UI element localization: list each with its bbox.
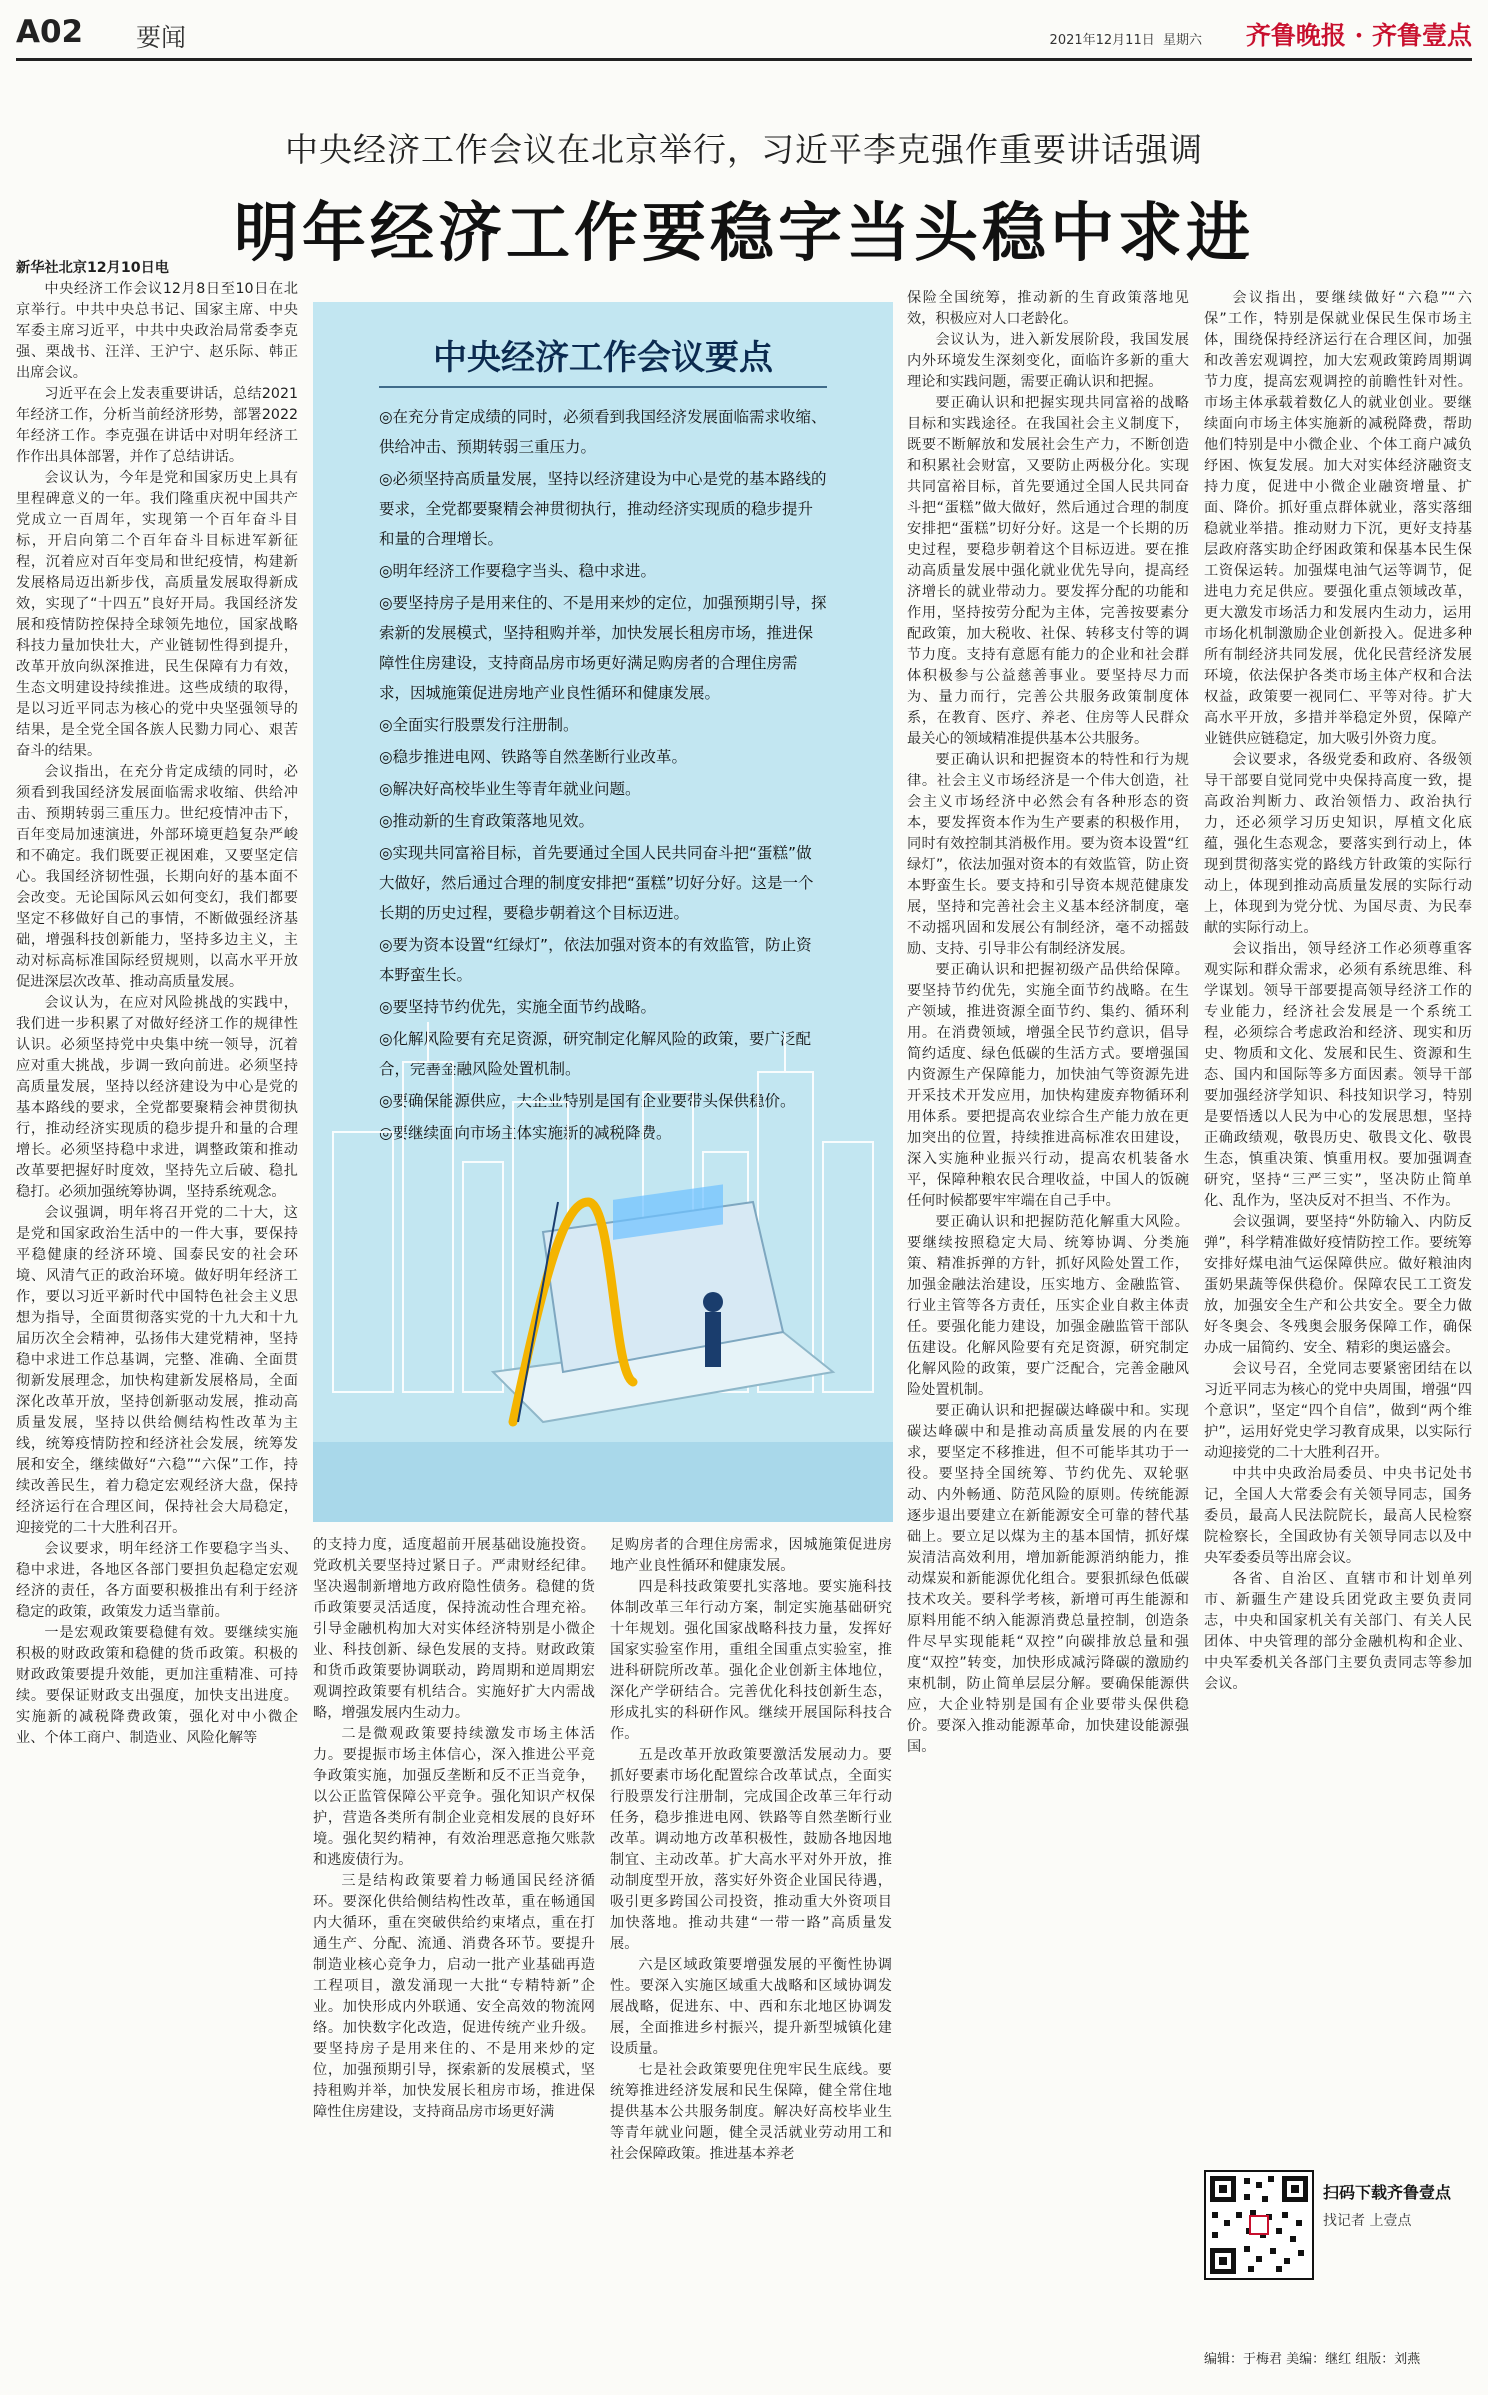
paragraph: 会议要求，各级党委和政府、各级领导干部要自觉同党中央保持高度一致，提高政治判断力、政治领悟力、政治执行力，还必须学习历史知识，厚植文化底蕴，强化生态观念，要落实到行动上，体现到贯彻落实党的路线方针政策的实际行动上，体现到推动高质量发展的实际行动上，体现到为党分忧、为国尽责、为民奉献的实际行动上。	[1204, 752, 1472, 936]
paragraph: 三是结构政策要着力畅通国民经济循环。要深化供给侧结构性改革，重在畅通国内大循环，重在突破供给约束堵点，重在打通生产、分配、流通、消费各环节。要提升制造业核心竞争力，启动一批产业基础再造工程项目，激发涌现一大批“专精特新”企业。加快形成内外联通、安全高效的物流网络。加快数字化改造，促进传统产业升级。要坚持房子是用来住的、不是用来炒的定位，加强预期引导，探索新的发展模式，坚持租购并举，加快发展长租房市场，推进保障性住房建设，支持商品房市场更好满	[313, 1873, 595, 2120]
date-text: 2021年12月11日	[1049, 33, 1155, 48]
key-point: ◎必须坚持高质量发展，坚持以经济建设为中心是党的基本路线的要求，全党都要聚精会神贯彻执行，推动经济实现质的稳步提升和量的合理增长。	[379, 470, 827, 548]
qr-caption-title: 扫码下载齐鲁壹点	[1323, 2183, 1452, 2202]
article-column-4	[907, 288, 1189, 2378]
paragraph: 各省、自治区、直辖市和计划单列市、新疆生产建设兵团党政主要负责同志，中央和国家机关有关部门、有关人民团体、中央管理的部分金融机构和企业、中央军委机关各部门主要负责同志等参加会议。	[1204, 1571, 1472, 1692]
paragraph: 会议强调，明年将召开党的二十大，这是党和国家政治生活中的一件大事，要保持平稳健康的经济环境、国泰民安的社会环境、风清气正的政治环境。做好明年经济工作，要以习近平新时代中国特色社会主义思想为指导，全面贯彻落实党的十九大和十九届历次全会精神，弘扬伟大建党精神，坚持稳中求进工作总基调，完整、准确、全面贯彻新发展理念，加快构建新发展格局，全面深化改革开放，坚持创新驱动发展，推动高质量发展，坚持以供给侧结构性改革为主线，统筹疫情防控和经济社会发展，统筹发展和安全，继续做好“六稳”“六保”工作，持续改善民生，着力稳定宏观经济大盘，保持经济运行在合理区间，保持社会大局稳定，迎接党的二十大胜利召开。	[16, 1205, 298, 1536]
issue-date	[1050, 29, 1202, 48]
paragraph: 会议认为，在应对风险挑战的实践中，我们进一步积累了对做好经济工作的规律性认识。必须坚持党中央集中统一领导，沉着应对重大挑战，步调一致向前进。必须坚持高质量发展，坚持以经济建设为中心是党的基本路线的要求，全党都要聚精会神贯彻执行，推动经济实现质的稳步提升和量的合理增长。必须坚持稳中求进，调整政策和推动改革要把握好时度效，坚持先立后破、稳扎稳打。必须加强统筹协调，坚持系统观念。	[16, 995, 298, 1200]
paragraph: 会议指出，在充分肯定成绩的同时，必须看到我国经济发展面临需求收缩、供给冲击、预期转弱三重压力。世纪疫情冲击下，百年变局加速演进，外部环境更趋复杂严峻和不确定。我们既要正视困难，又要坚定信心。我国经济韧性强，长期向好的基本面不会改变。无论国际风云如何变幻，我们都要坚定不移做好自己的事情，不断做强经济基础，增强科技创新能力，坚持多边主义，主动对标高标准国际经贸规则，以高水平开放促进深层次改革、推动高质量发展。	[16, 764, 298, 990]
key-points-rule	[379, 386, 827, 388]
editor-credits: 编辑：于梅君 美编：继红 组版：刘燕	[1204, 2352, 1421, 2367]
article-kicker: 中央经济工作会议在北京举行，习近平李克强作重要讲话强调	[285, 130, 1203, 169]
dateline: 新华社北京12月10日电	[16, 260, 169, 276]
paragraph: 要正确认识和把握碳达峰碳中和。实现碳达峰碳中和是推动高质量发展的内在要求，要坚定不移推进，但不可能毕其功于一役。要坚持全国统筹、节约优先、双轮驱动、内外畅通、防范风险的原则。传统能源逐步退出要建立在新能源安全可靠的替代基础上。要立足以煤为主的基本国情，抓好煤炭清洁高效利用，增加新能源消纳能力，推动煤炭和新能源优化组合。要狠抓绿色低碳技术攻关。要科学考核，新增可再生能源和原料用能不纳入能源消费总量控制，创造条件尽早实现能耗“双控”向碳排放总量和强度“双控”转变，加快形成减污降碳的激励约束机制，防止简单层层分解。要确保能源供应，大企业特别是国有企业要带头保供稳价。要深入推动能源革命，加快建设能源强国。	[907, 1403, 1189, 1755]
key-point: ◎要确保能源供应，大企业特别是国有企业要带头保供稳价。	[379, 1092, 796, 1110]
paragraph: 中央经济工作会议12月8日至10日在北京举行。中共中央总书记、国家主席、中央军委主席习近平，中共中央政治局常委李克强、栗战书、汪洋、王沪宁、赵乐际、韩正出席会议。	[16, 281, 298, 381]
key-point: ◎要坚持节约优先，实施全面节约战略。	[379, 998, 657, 1016]
page-number: A02	[16, 14, 84, 50]
newspaper-logo: 齐鲁晚报 · 齐鲁壹点	[1245, 21, 1472, 50]
page-header	[16, 12, 1472, 54]
paragraph: 的支持力度，适度超前开展基础设施投资。党政机关要坚持过紧日子。严肃财经纪律。坚决遏制新增地方政府隐性债务。稳健的货币政策要灵活适度，保持流动性合理充裕。引导金融机构加大对实体经济特别是小微企业、科技创新、绿色发展的支持。财政政策和货币政策要协调联动，跨周期和逆周期宏观调控政策要有机结合。实施好扩大内需战略，增强发展内生动力。	[313, 1537, 595, 1721]
paragraph: 中共中央政治局委员、中央书记处书记，全国人大常委会有关领导同志，国务委员，最高人民法院院长，最高人民检察院检察长，全国政协有关领导同志以及中央军委委员等出席会议。	[1204, 1466, 1472, 1566]
paragraph: 要正确认识和把握初级产品供给保障。要坚持节约优先，实施全面节约战略。在生产领域，推进资源全面节约、集约、循环利用。在消费领域，增强全民节约意识，倡导简约适度、绿色低碳的生活方式。要增强国内资源生产保障能力，加快油气等资源先进开采技术开发应用，加快构建废弃物循环利用体系。要把提高农业综合生产能力放在更加突出的位置，持续推进高标准农田建设，深入实施种业振兴行动，提高农机装备水平，保障种粮农民合理收益，中国人的饭碗任何时候都要牢牢端在自己手中。	[907, 962, 1189, 1209]
paragraph: 一是宏观政策要稳健有效。要继续实施积极的财政政策和稳健的货币政策。积极的财政政策要提升效能，更加注重精准、可持续。要保证财政支出强度，加快支出进度。实施新的减税降费政策，强化对中小微企业、个体工商户、制造业、风险化解等	[16, 1625, 298, 1746]
qr-code[interactable]	[1204, 2170, 1314, 2280]
paragraph: 保险全国统筹，推动新的生育政策落地见效，积极应对人口老龄化。	[907, 290, 1189, 327]
header-rule	[16, 58, 1472, 61]
key-point: ◎解决好高校毕业生等青年就业问题。	[379, 780, 641, 798]
key-point: ◎稳步推进电网、铁路等自然垄断行业改革。	[379, 748, 688, 766]
key-point: ◎要坚持房子是用来住的、不是用来炒的定位，加强预期引导，探索新的发展模式，坚持租购并举，加快发展长租房市场，推进保障性住房建设，支持商品房市场更好满足购房者的合理住房需求，因城施策促进房地产业良性循环和健康发展。	[379, 594, 827, 702]
key-point: ◎明年经济工作要稳字当头、稳中求进。	[379, 562, 657, 580]
skyline-illustration	[313, 902, 893, 1522]
paragraph: 会议要求，明年经济工作要稳字当头、稳中求进，各地区各部门要担负起稳定宏观经济的责任，各方面要积极推出有利于经济稳定的政策，政策发力适当靠前。	[16, 1541, 298, 1620]
key-point: ◎全面实行股票发行注册制。	[379, 716, 579, 734]
key-point: ◎要为资本设置“红绿灯”，依法加强对资本的有效监管，防止资本野蛮生长。	[379, 936, 812, 984]
weekday-text: 星期六	[1162, 33, 1202, 48]
paragraph: 要正确认识和把握资本的特性和行为规律。社会主义市场经济是一个伟大创造，社会主义市场经济中必然会有各种形态的资本，要发挥资本作为生产要素的积极作用，同时有效控制其消极作用。要为资本设置“红绿灯”，依法加强对资本的有效监管，防止资本野蛮生长。要支持和引导资本规范健康发展，坚持和完善社会主义基本经济制度，毫不动摇巩固和发展公有制经济，毫不动摇鼓励、支持、引导非公有制经济发展。	[907, 752, 1189, 957]
article-column-1	[16, 258, 298, 2378]
paragraph: 六是区域政策要增强发展的平衡性协调性。要深入实施区域重大战略和区域协调发展战略，促进东、中、西和东北地区协调发展，全面推进乡村振兴，提升新型城镇化建设质量。	[610, 1957, 892, 2057]
key-point: ◎推动新的生育政策落地见效。	[379, 812, 595, 830]
qr-pattern-icon	[1206, 2172, 1312, 2278]
key-point: ◎在充分肯定成绩的同时，必须看到我国经济发展面临需求收缩、供给冲击、预期转弱三重压力。	[379, 408, 827, 456]
paragraph: 五是改革开放政策要激活发展动力。要抓好要素市场化配置综合改革试点，全面实行股票发行注册制，完成国企改革三年行动任务，稳步推进电网、铁路等自然垄断行业改革。调动地方改革积极性，鼓励各地因地制宜、主动改革。扩大高水平对外开放，推动制度型开放，落实好外资企业国民待遇，吸引更多跨国公司投资，推动重大外资项目加快落地。推动共建“一带一路”高质量发展。	[610, 1747, 892, 1952]
paragraph: 七是社会政策要兜住兜牢民生底线。要统筹推进经济发展和民生保障，健全常住地提供基本公共服务制度。解决好高校毕业生等青年就业问题，健全灵活就业劳动用工和社会保障政策。推进基本养老	[610, 2062, 892, 2162]
paragraph: 四是科技政策要扎实落地。要实施科技体制改革三年行动方案，制定实施基础研究十年规划。强化国家战略科技力量，发挥好国家实验室作用，重组全国重点实验室，推进科研院所改革。强化企业创新主体地位，深化产学研结合。完善优化科技创新生态，形成扎实的科研作风。继续开展国际科技合作。	[610, 1579, 892, 1742]
paragraph: 要正确认识和把握防范化解重大风险。要继续按照稳定大局、统筹协调、分类施策、精准拆弹的方针，抓好风险处置工作，加强金融法治建设，压实地方、金融监管、行业主管等各方责任，压实企业自救主体责任。要强化能力建设，加强金融监管干部队伍建设。化解风险要有充足资源，研究制定化解风险的政策，要广泛配合，完善金融风险处置机制。	[907, 1214, 1189, 1398]
key-point: ◎化解风险要有充足资源，研究制定化解风险的政策，要广泛配合，完善金融风险处置机制。	[379, 1030, 812, 1078]
article-column-5	[1204, 288, 1472, 2156]
article-column-2	[313, 1535, 595, 2378]
article-headline: 明年经济工作要稳字当头稳中求进	[234, 196, 1254, 271]
qr-caption-subtitle: 找记者 上壹点	[1323, 2213, 1412, 2229]
key-points-title: 中央经济工作会议要点	[433, 338, 773, 378]
paragraph: 会议强调，要坚持“外防输入、内防反弹”，科学精准做好疫情防控工作。要统筹安排好煤电油气运保障供应。做好粮油肉蛋奶果蔬等保供稳价。保障农民工工资发放，加强安全生产和公共安全。要全力做好冬奥会、冬残奥会服务保障工作，确保办成一届简约、安全、精彩的奥运盛会。	[1204, 1214, 1472, 1356]
paragraph: 会议指出，要继续做好“六稳”“六保”工作，特别是保就业保民生保市场主体，围绕保持经济运行在合理区间，加强和改善宏观调控，加大宏观政策跨周期调节力度，提高宏观调控的前瞻性针对性。市场主体承载着数亿人的就业创业。要继续面向市场主体实施新的减税降费，帮助他们特别是中小微企业、个体工商户减负纾困、恢复发展。加大对实体经济融资支持力度，促进中小微企业融资增量、扩面、降价。抓好重点群体就业，落实落细稳就业举措。推动财力下沉，更好支持基层政府落实助企纾困政策和保基本民生保工资保运转。加强煤电油气运等调节，促进电力充足供应。要强化重点领域改革，更大激发市场活力和发展内生动力，运用市场化机制激励企业创新投入。促进多种所有制经济共同发展，优化民营经济发展环境，依法保护各类市场主体产权和合法权益，政策要一视同仁、平等对待。扩大高水平开放，多措并举稳定外贸，保障产业链供应链稳定，加大吸引外资力度。	[1204, 290, 1472, 747]
article-column-3	[610, 1535, 892, 2378]
paragraph: 习近平在会上发表重要讲话，总结2021年经济工作，分析当前经济形势，部署2022年经济工作。李克强在讲话中对明年经济工作作出具体部署，并作了总结讲话。	[16, 386, 298, 465]
key-points-box	[313, 302, 893, 1522]
paragraph: 要正确认识和把握实现共同富裕的战略目标和实践途径。在我国社会主义制度下，既要不断解放和发展社会生产力，不断创造和积累社会财富，又要防止两极分化。实现共同富裕目标，首先要通过全国人民共同奋斗把“蛋糕”做大做好，然后通过合理的制度安排把“蛋糕”切好分好。这是一个长期的历史过程，要稳步朝着这个目标迈进。要在推动高质量发展中强化就业优先导向，提高经济增长的就业带动力。要发挥分配的功能和作用，坚持按劳分配为主体，完善按要素分配政策，加大税收、社保、转移支付等的调节力度。支持有意愿有能力的企业和社会群体积极参与公益慈善事业。要坚持尽力而为、量力而行，完善公共服务政策制度体系，在教育、医疗、养老、住房等人民群众最关心的领域精准提供基本公共服务。	[907, 395, 1189, 747]
section-name: 要闻	[136, 23, 187, 52]
paragraph: 二是微观政策要持续激发市场主体活力。要提振市场主体信心，深入推进公平竞争政策实施，加强反垄断和反不正当竞争，以公正监管保障公平竞争。强化知识产权保护，营造各类所有制企业竞相发展的良好环境。强化契约精神，有效治理恶意拖欠账款和逃废债行为。	[313, 1726, 595, 1868]
paragraph: 会议认为，进入新发展阶段，我国发展内外环境发生深刻变化，面临许多新的重大理论和实践问题，需要正确认识和把握。	[907, 332, 1189, 390]
paragraph: 会议号召，全党同志要紧密团结在以习近平同志为核心的党中央周围，增强“四个意识”，坚定“四个自信”，做到“两个维护”，运用好党史学习教育成果，以实际行动迎接党的二十大胜利召开。	[1204, 1361, 1472, 1461]
key-point: ◎实现共同富裕目标，首先要通过全国人民共同奋斗把“蛋糕”做大做好，然后通过合理的制度安排把“蛋糕”切好分好。这是一个长期的历史过程，要稳步朝着这个目标迈进。	[379, 844, 814, 922]
key-point: ◎要继续面向市场主体实施新的减税降费。	[379, 1124, 672, 1142]
paragraph: 会议认为，今年是党和国家历史上具有里程碑意义的一年。我们隆重庆祝中国共产党成立一百周年，实现第一个百年奋斗目标，开启向第二个百年奋斗目标进军新征程，沉着应对百年变局和世纪疫情，构建新发展格局迈出新步伐，高质量发展取得新成效，实现了“十四五”良好开局。我国经济发展和疫情防控保持全球领先地位，国家战略科技力量加快壮大，产业链韧性得到提升，改革开放向纵深推进，民生保障有力有效，生态文明建设持续推进。这些成绩的取得，是以习近平同志为核心的党中央坚强领导的结果，是全党全国各族人民勠力同心、艰苦奋斗的结果。	[16, 470, 298, 759]
paragraph: 会议指出，领导经济工作必须尊重客观实际和群众需求，必须有系统思维、科学谋划。领导干部要提高领导经济工作的专业能力，经济社会发展是一个系统工程，必须综合考虑政治和经济、现实和历史、物质和文化、发展和民生、资源和生态、国内和国际等多方面因素。领导干部要加强经济学知识、科技知识学习，特别是要悟透以人民为中心的发展思想，坚持正确政绩观，敬畏历史、敬畏文化、敬畏生态，慎重决策、慎重用权。要加强调查研究，坚持“三严三实”，坚决防止简单化、乱作为，坚决反对不担当、不作为。	[1204, 941, 1472, 1209]
paragraph: 足购房者的合理住房需求，因城施策促进房地产业良性循环和健康发展。	[610, 1537, 892, 1574]
